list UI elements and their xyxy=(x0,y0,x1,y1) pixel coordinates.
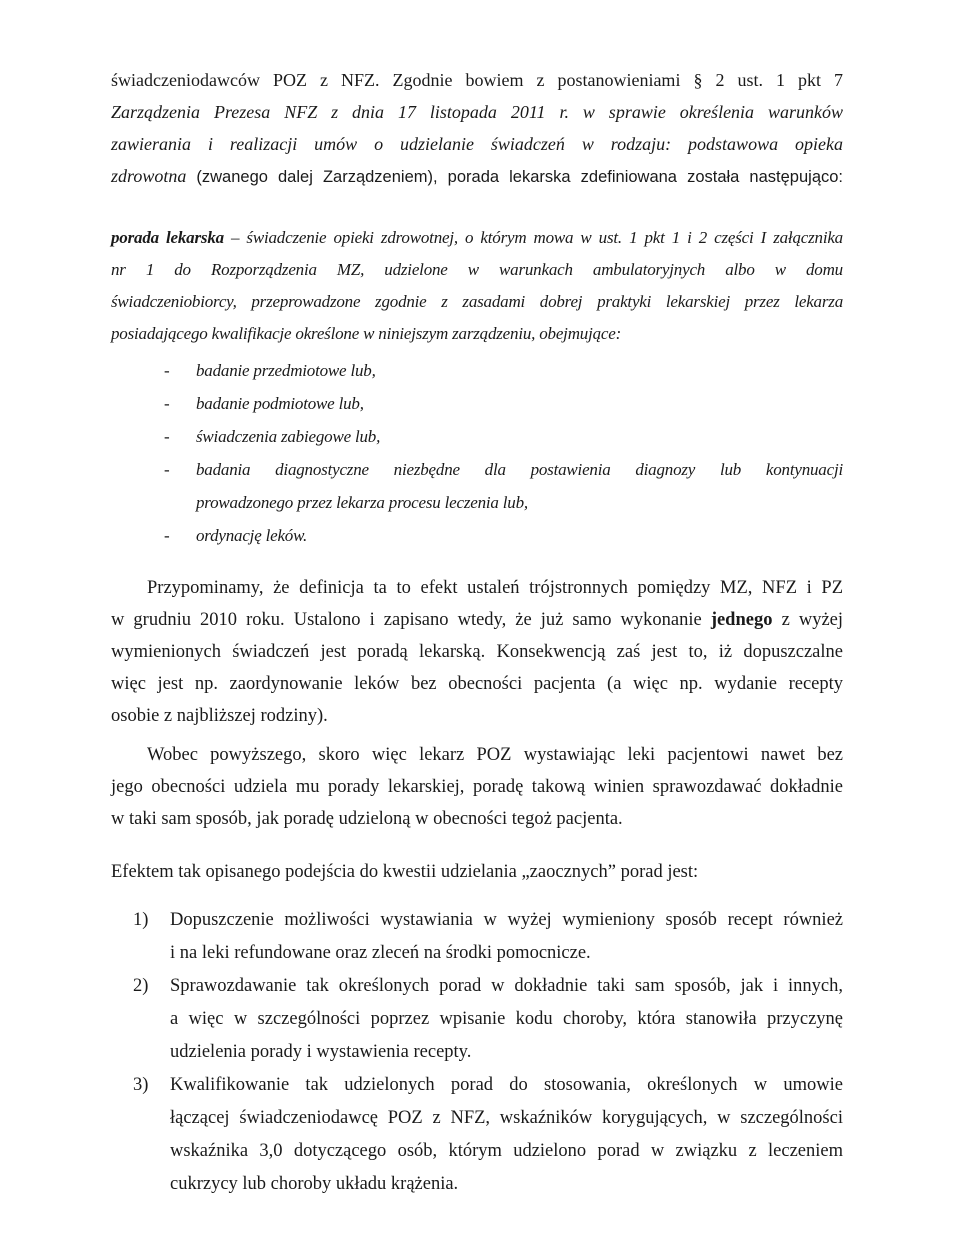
paragraph-effects-intro xyxy=(111,856,843,888)
bullet-item xyxy=(164,387,843,420)
item-line: Dopuszczenie możliwości wystawiania w wyżej wymieniony sposób recept również xyxy=(170,910,843,930)
paragraph-2-line-2-a: w grudniu 2010 roku. Ustalono i zapisano wtedy, że już samo wykonanie xyxy=(111,610,702,630)
item-line: cukrzycy lub choroby układu krążenia. xyxy=(170,1174,459,1194)
bullet-item xyxy=(164,519,843,552)
paragraph-2-line-4: więc jest np. zaordynowanie leków bez obecności pacjenta (a więc np. wydanie recepty xyxy=(111,674,843,694)
numbered-item-3 xyxy=(133,1069,843,1201)
item-line: Sprawozdawanie tak określonych porad w dokładnie taki sam sposób, jak i innych, xyxy=(170,976,843,996)
definition-line-2: nr 1 do Rozporządzenia MZ, udzielone w warunkach ambulatoryjnych albo w domu xyxy=(111,260,843,279)
paragraph-3-line-1: Wobec powyższego, skoro więc lekarz POZ wystawiając leki pacjentowi nawet bez xyxy=(147,745,843,765)
intro-line-4 xyxy=(111,160,843,192)
intro-line-4-rest: (zwanego dalej Zarządzeniem), porada lekarska zdefiniowana została następująco: xyxy=(196,168,844,186)
dash-marker: - xyxy=(164,460,170,479)
bullet-item xyxy=(164,420,843,453)
paragraph-2-line-1: Przypominamy, że definicja ta to efekt ustaleń trójstronnych pomiędzy MZ, NFZ i PZ xyxy=(147,578,843,598)
paragraph-3-line-2: jego obecności udziela mu porady lekarskiej, poradę takową winien sprawozdawać dokładnie xyxy=(111,777,843,797)
bullet-text: badania diagnostyczne niezbędne dla postawienia diagnozy lub kontynuacji xyxy=(196,460,843,479)
numbered-item-2 xyxy=(133,970,843,1069)
item-line: a więc w szczególności poprzez wpisanie kodu choroby, która stanowiła przyczynę xyxy=(170,1009,843,1029)
emphasis-jednego: jednego xyxy=(710,610,773,630)
intro-paragraph xyxy=(111,64,843,192)
numbered-item-1 xyxy=(133,904,843,970)
definition-line-1 xyxy=(111,222,843,254)
definition-line-3: świadczeniobiorcy, przeprowadzone zgodnie z zasadami dobrej praktyki lekarskiej przez lekarza xyxy=(111,292,843,311)
definition-line-4: posiadającego kwalifikacje określone w niniejszym zarządzeniu, obejmujące: xyxy=(111,324,622,343)
bullet-text: badanie przedmiotowe lub, xyxy=(196,361,376,380)
dash-marker: - xyxy=(164,427,170,446)
bullet-item xyxy=(164,354,843,387)
bullet-text: prowadzonego przez lekarza procesu leczenia lub, xyxy=(196,493,528,512)
dash-marker: - xyxy=(164,361,170,380)
item-line: wskaźnika 3,0 dotyczącego osób, którym udzielono porad w związku z leczeniem xyxy=(170,1141,843,1161)
paragraph-2-line-2 xyxy=(111,604,843,636)
item-number: 1) xyxy=(133,910,149,930)
paragraph-2-line-3: wymienionych świadczeń jest poradą lekarską. Konsekwencją zaś jest to, iż dopuszczalne xyxy=(111,642,843,662)
bullet-text: badanie podmiotowe lub, xyxy=(196,394,364,413)
bullet-text: świadczenia zabiegowe lub, xyxy=(196,427,381,446)
paragraph-2-line-5: osobie z najbliższej rodziny). xyxy=(111,706,328,726)
item-line: łączącej świadczeniodawcę POZ z NFZ, wskaźników korygujących, w szczególności xyxy=(170,1108,843,1128)
bullet-item-continuation xyxy=(196,486,843,519)
paragraph-consequence xyxy=(111,739,843,835)
definition-bullet-list xyxy=(164,354,843,552)
paragraph-2-line-2-c: z wyżej xyxy=(781,610,844,630)
paragraph-3-line-3: w taki sam sposób, jak poradę udzieloną w obecności tegoż pacjenta. xyxy=(111,809,623,829)
effects-numbered-list xyxy=(133,904,843,1201)
definition-term: porada lekarska xyxy=(111,228,224,247)
item-line: Kwalifikowanie tak udzielonych porad do stosowania, określonych w umowie xyxy=(170,1075,843,1095)
item-line: i na leki refundowane oraz zleceń na środki pomocnicze. xyxy=(170,943,591,963)
item-line: udzielenia porady i wystawienia recepty. xyxy=(170,1042,472,1062)
paragraph-reminder xyxy=(111,572,843,732)
dash-marker: - xyxy=(164,394,170,413)
item-number: 3) xyxy=(133,1075,149,1095)
intro-line-2: Zarządzenia Prezesa NFZ z dnia 17 listopada 2011 r. w sprawie określenia warunków xyxy=(111,102,843,122)
item-number: 2) xyxy=(133,976,149,996)
intro-line-4-term: zdrowotna xyxy=(111,166,187,186)
bullet-text: ordynację leków. xyxy=(196,526,308,545)
dash-marker: - xyxy=(164,526,170,545)
intro-line-3: zawierania i realizacji umów o udzielanie świadczeń w rodzaju: podstawowa opieka xyxy=(111,134,843,154)
paragraph-4-line-1: Efektem tak opisanego podejścia do kwestii udzielania „zaocznych” porad jest: xyxy=(111,862,699,882)
definition-line-1-text: – świadczenie opieki zdrowotnej, o którym mowa w ust. 1 pkt 1 i 2 części I załącznika xyxy=(231,228,843,247)
bullet-item xyxy=(164,453,843,486)
intro-line-1: świadczeniodawców POZ z NFZ. Zgodnie bowiem z postanowieniami § 2 ust. 1 pkt 7 xyxy=(111,70,843,90)
definition-block xyxy=(111,222,843,350)
